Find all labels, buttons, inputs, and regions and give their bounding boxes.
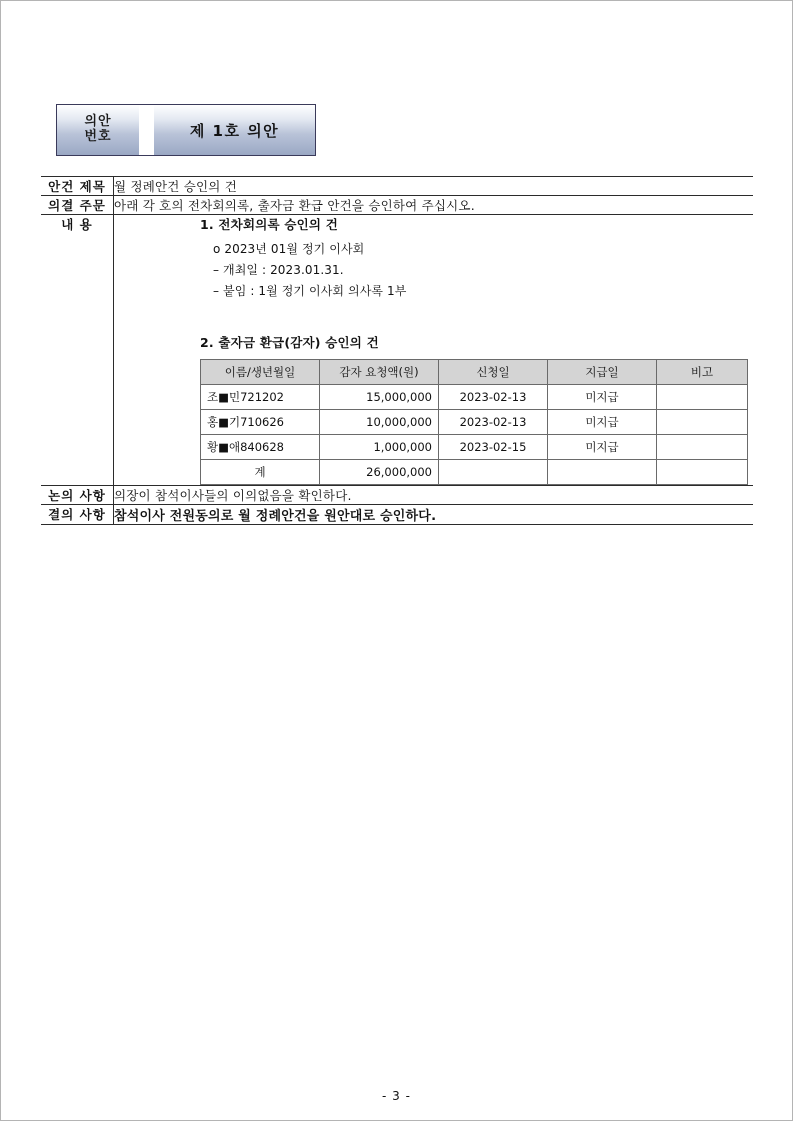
header-request-date: 신청일	[439, 360, 548, 385]
cell-request-date: 2023-02-13	[439, 410, 548, 435]
cell-payment-date: 미지급	[548, 435, 657, 460]
row-discussion	[41, 486, 753, 505]
proposal-number-badge	[56, 104, 316, 156]
resolution-label: 의결 주문	[41, 196, 114, 215]
content-body	[114, 215, 753, 485]
content-label: 내 용	[41, 215, 114, 486]
cell-total-amount: 26,000,000	[320, 460, 439, 485]
resolution-value: 아래 각 호의 전차회의록, 출자금 환급 안건을 승인하여 주십시오.	[114, 196, 754, 215]
section1-line-1: o 2023년 01월 정기 이사회	[213, 242, 365, 256]
refund-table	[200, 359, 748, 485]
cell-request-date: 2023-02-13	[439, 385, 548, 410]
decision-label: 결의 사항	[41, 505, 114, 525]
table-row	[201, 410, 748, 435]
table-header-row	[201, 360, 748, 385]
cell-total-label: 계	[201, 460, 320, 485]
header-name: 이름/생년월일	[201, 360, 320, 385]
section1-line-2: – 개최일 : 2023.01.31.	[213, 263, 344, 277]
section1-line-3: – 붙임 : 1월 정기 이사회 의사록 1부	[213, 284, 407, 298]
cell-note	[657, 410, 748, 435]
cell-total-payment-date	[548, 460, 657, 485]
content-value	[114, 215, 754, 486]
table-row	[201, 385, 748, 410]
cell-amount: 10,000,000	[320, 410, 439, 435]
row-decision	[41, 505, 753, 525]
header-amount: 감자 요청액(원)	[320, 360, 439, 385]
table-row	[201, 435, 748, 460]
cell-request-date: 2023-02-15	[439, 435, 548, 460]
proposal-number-label	[57, 105, 140, 155]
discussion-label: 논의 사항	[41, 486, 114, 505]
proposal-number-label-line1: 의안	[84, 114, 112, 130]
cell-payment-date: 미지급	[548, 410, 657, 435]
subject-value: 월 정례안건 승인의 건	[114, 177, 754, 196]
row-content	[41, 215, 753, 486]
cell-amount: 15,000,000	[320, 385, 439, 410]
row-subject	[41, 177, 753, 196]
cell-name: 홍■기710626	[201, 410, 320, 435]
section1-title: 1. 전차회의록 승인의 건	[200, 217, 338, 232]
header-note: 비고	[657, 360, 748, 385]
discussion-value: 의장이 참석이사들의 이의없음을 확인하다.	[114, 486, 754, 505]
decision-value: 참석이사 전원동의로 월 정례안건을 원안대로 승인하다.	[114, 505, 754, 525]
row-resolution	[41, 196, 753, 215]
header-payment-date: 지급일	[548, 360, 657, 385]
cell-payment-date: 미지급	[548, 385, 657, 410]
proposal-title: 제 1호 의안	[189, 121, 280, 140]
badge-divider	[140, 105, 154, 155]
proposal-number-label-line2: 번호	[84, 129, 112, 144]
cell-name: 황■애840628	[201, 435, 320, 460]
cell-amount: 1,000,000	[320, 435, 439, 460]
cell-note	[657, 385, 748, 410]
page-number: - 3 -	[382, 1089, 411, 1103]
subject-label: 안건 제목	[41, 177, 114, 196]
cell-total-request-date	[439, 460, 548, 485]
cell-name: 조■민721202	[201, 385, 320, 410]
table-total-row	[201, 460, 748, 485]
cell-total-note	[657, 460, 748, 485]
cell-note	[657, 435, 748, 460]
section2-title: 2. 출자금 환급(감자) 승인의 건	[200, 335, 379, 350]
agenda-table	[41, 176, 753, 525]
